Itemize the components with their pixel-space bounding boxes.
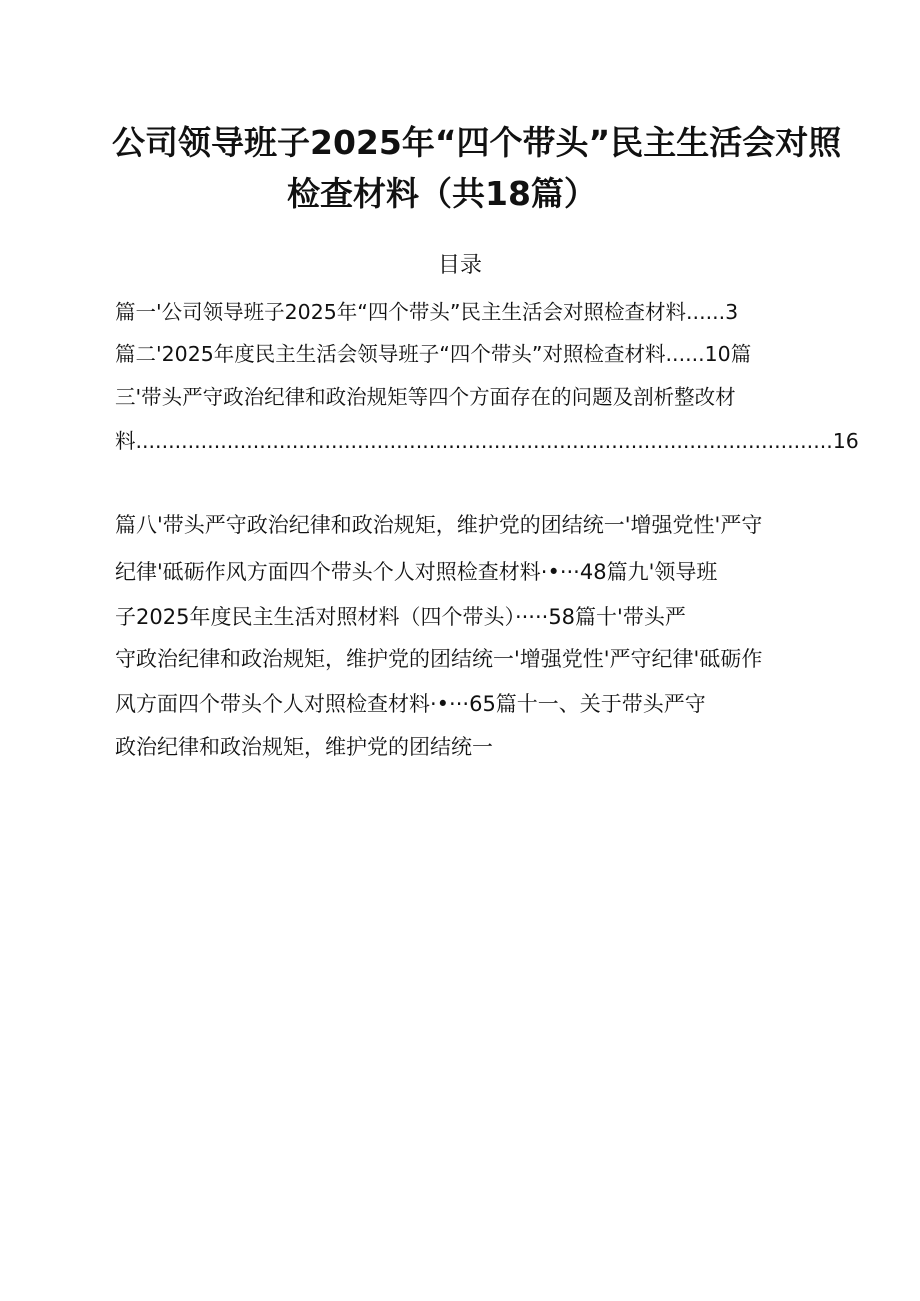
body-text-line: 守政治纪律和政治规矩，维护党的团结统一'增强党性'严守纪律'砥砺作 (115, 647, 763, 671)
body-text-line: 政治纪律和政治规矩，维护党的团结统一 (115, 735, 493, 759)
toc-line: 料...........................................................................................................16 (115, 429, 859, 453)
body-text-line: 子2025年度民主生活对照材料（四个带头）·····58篇十'带头严 (115, 605, 686, 629)
document-title-line-2: 检查材料（共18篇） (287, 174, 597, 213)
toc-line: 三'带头严守政治纪律和政治规矩等四个方面存在的问题及剖析整改材 (115, 385, 736, 409)
body-text-line: 风方面四个带头个人对照检查材料·•···65篇十一、关于带头严守 (115, 692, 706, 716)
body-text-line: 篇八'带头严守政治纪律和政治规矩，维护党的团结统一'增强党性'严守 (115, 513, 763, 537)
toc-line: 篇二'2025年度民主生活会领导班子“四个带头”对照检查材料......10篇 (115, 342, 752, 366)
document-title-line-1: 公司领导班子2025年“四个带头”民主生活会对照 (112, 123, 842, 162)
toc-line: 篇一'公司领导班子2025年“四个带头”民主生活会对照检查材料......3 (115, 300, 739, 324)
toc-heading: 目录 (437, 253, 482, 278)
body-text-line: 纪律'砥砺作风方面四个带头个人对照检查材料·•···48篇九'领导班 (115, 560, 718, 584)
